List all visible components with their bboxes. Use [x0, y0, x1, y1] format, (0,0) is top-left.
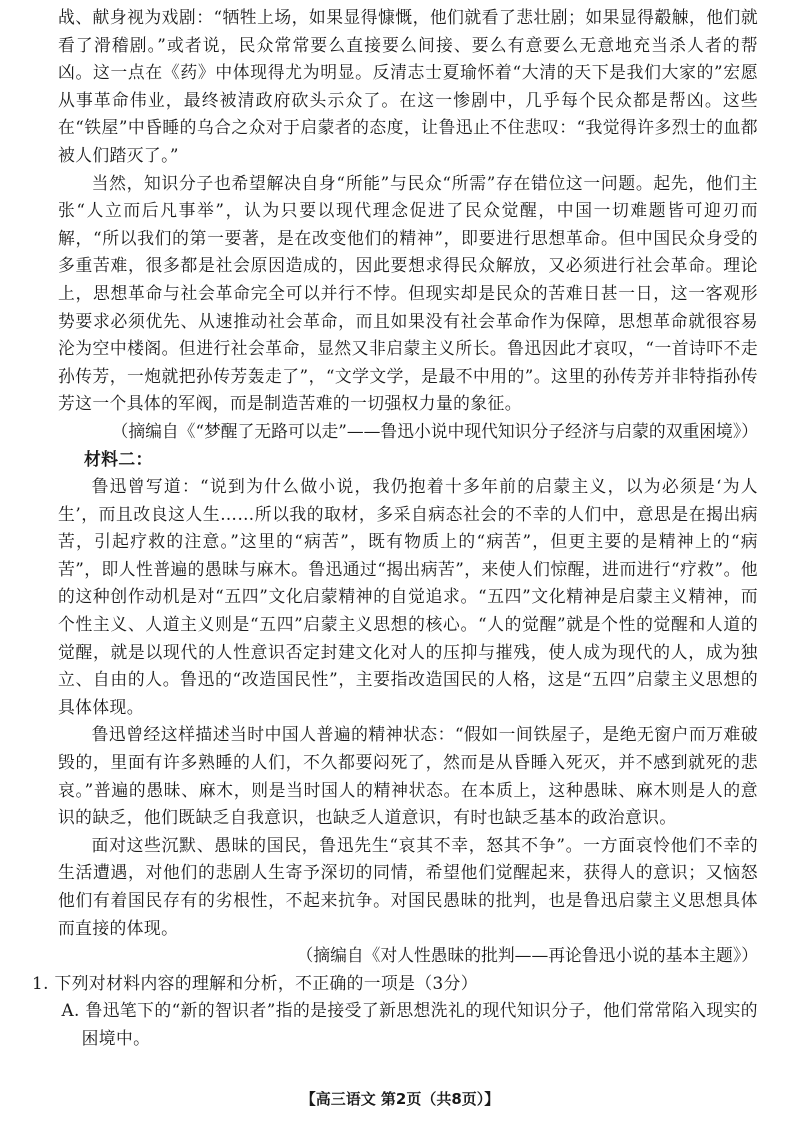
- citation-source-2: （摘编自《对人性愚昧的批判——再论鲁迅小说的基本主题》）: [296, 945, 758, 966]
- paragraph-knowledge-intellectuals: 当然，知识分子也希望解决自身“所能”与民众“所需”存在错位这一问题。起先，他们主张“人立而后凡事举”，认为只要以现代理念促进了民众觉醒，中国一切难题皆可迎刃而解，“所以我们的第一要著，是在改变他们的精神”，即要进行思想革命。但中国民众身受的多重苦难，很多都是社会原因造成的，因此要想求得民众解放，又必须进行社会革命。理论上，思想革命与社会革命完全可以并行不悖。但现实却是民众的苦难日甚一日，这一客观形势要求必须优先、从速推动社会革命，而且如果没有社会革命作为保障，思想革命就很容易沦为空中楼阁。但进行社会革命，显然又非启蒙主义所长。鲁迅因此才哀叹，“一首诗吓不走孙传芳，一炮就把孙传芳轰走了”，“文学文学，是最不中用的”。这里的孙传芳并非特指孙传芳这一个具体的军阀，而是制造苦难的一切强权力量的象征。: [58, 172, 758, 414]
- material-2-paragraph-3: 面对这些沉默、愚昧的国民，鲁迅先生“哀其不幸，怒其不争”。一方面哀怜他们不幸的生活遭遇，对他们的悲剧人生寄予深切的同情，希望他们觉醒起来，获得人的意识；又恼怒他们有着国民存有的劣根性，不起来抗争。对国民愚昧的批判，也是鲁迅启蒙主义思想具体而直接的体现。: [58, 834, 758, 938]
- question-1-stem: 1. 下列对材料内容的理解和分析，不正确的一项是（3分）: [32, 972, 478, 993]
- page-footer: 【高三语文 第2页（共8页）】: [300, 1090, 500, 1108]
- material-2-paragraph-2: 鲁迅曾经这样描述当时中国人普遍的精神状态：“假如一间铁屋子，是绝无窗户而万难破毁的，里面有许多熟睡的人们，不久都要闷死了，然而是从昏睡入死灭，并不感到就死的悲哀。”普遍的愚昧、麻木，则是当时国人的精神状态。在本质上，这种愚昧、麻木则是人的意识的缺乏，他们既缺乏自我意识，也缺乏人道意识，有时也缺乏基本的政治意识。: [58, 724, 758, 828]
- material-2-heading: 材料二：: [84, 448, 153, 469]
- continued-paragraph: 战、献身视为戏剧：“牺牲上场，如果显得慷慨，他们就看了悲壮剧；如果显得觳觫，他们就看了滑稽剧。”或者说，民众常常要么直接要么间接、要么有意要么无意地充当杀人者的帮凶。这一点在《药》中体现得尤为明显。反清志士夏瑜怀着“大清的天下是我们大家的”宏愿从事革命伟业，最终被清政府砍头示众了。在这一惨剧中，几乎每个民众都是帮凶。这些在“铁屋”中昏睡的乌合之众对于启蒙者的态度，让鲁迅止不住悲叹：“我觉得许多烈士的血都被人们踏灭了。”: [58, 7, 758, 165]
- material-2-paragraph-1: 鲁迅曾写道：“说到为什么做小说，我仍抱着十多年前的启蒙主义，以为必须是‘为人生’，而且改良这人生……所以我的取材，多采自病态社会的不幸的人们中，意思是在揭出病苦，引起疗救的注意。”这里的“病苦”，既有物质上的“病苦”，但更主要的是精神上的“病苦”，即人性普遍的愚昧与麻木。鲁迅通过“揭出病苦”，来使人们惊醒，进而进行“疗救”。他的这种创作动机是对“五四”文化启蒙精神的自觉追求。“五四”文化精神是启蒙主义精神，而个性主义、人道主义则是“五四”启蒙主义思想的核心。“人的觉醒”就是个性的觉醒和人道的觉醒，就是以现代的人性意识否定封建文化对人的压抑与摧残，使人成为现代的人，成为独立、自由的人。鲁迅的“改造国民性”，主要指改造国民的人格，这是“五四”启蒙主义思想的具体体现。: [58, 476, 758, 717]
- question-1-option-a: A. 鲁迅笔下的“新的智识者”指的是接受了新思想洗礼的现代知识分子，他们常常陷入现实的困境中。: [61, 1000, 758, 1048]
- citation-source-1: （摘编自《“梦醒了无路可以走”——鲁迅小说中现代知识分子经济与启蒙的双重困境》）: [111, 420, 758, 441]
- reading-text: [32, 4, 758, 1053]
